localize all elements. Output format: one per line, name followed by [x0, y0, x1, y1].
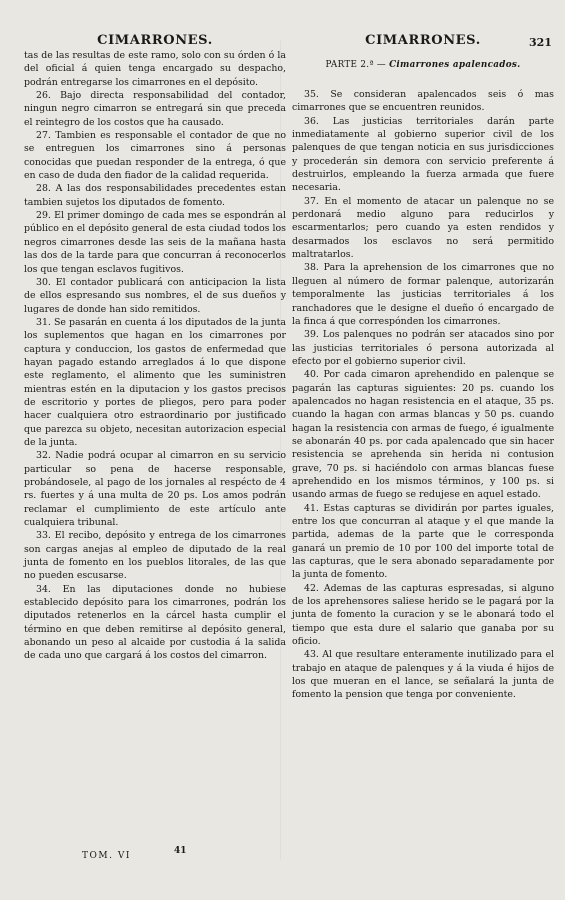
paragraph: 29. El primer domingo de cada mes se espondrán al público en el depósito general de esta ciudad todos los negros cimarrones desde las seis de la mañana hasta las dos de la tarde para que concurran á reconocerlos los que tengan esclavos fugitivos. — [24, 210, 286, 275]
paragraph: 41. Estas capturas se dividirán por partes iguales, entre los que concurran al ataque y el que mande la partida, ademas de la parte que le corresponda ganará un premio de 10 por 100 del importe total de las capturas, que le sera abonado separadamente por la junta de fomento. — [292, 502, 554, 581]
paragraph: 26. Bajo directa responsabilidad del contador, ningun negro cimarron se entregará sin que preceda el reintegro de los costos que ha causado. — [24, 90, 286, 128]
paragraph: 40. Por cada cimaron aprehendido en palenque se pagarán las capturas siguientes: 20 ps. cuando los apalencados no hagan resistencia en el ataque, 35 ps. cuando la hagan con armas blancas y 50 ps. cuando hagan la resistencia con armas de fuego, é igualmente se abonarán 40 ps. por cada apalencado que sin hacer resistencia se aprehenda sin herida ni contusion grave, 70 ps. si haciéndolo con armas blancas fuese aprehendido en los mismos términos, y 100 ps. si usando armas de fuego se redujese en aquel estado. — [292, 369, 554, 501]
paragraph: 43. Al que resultare enteramente inutilizado para el trabajo en ataque de palenques y á la viuda é hijos de los que mueran en el lance, se señalará la junta de fomento la pension que tenga por conveniente. — [292, 649, 554, 701]
paragraph: 32. Nadie podrá ocupar al cimarron en su servicio particular so pena de hacerse responsable, probándosele, al pago de los jornales al respécto de 4 rs. fuertes y á una multa de 20 ps. Los amos podrán reclamar el cumplimiento de este artículo ante cualquiera tribunal. — [24, 450, 286, 529]
right-page — [292, 0, 554, 900]
part-title: Cimarrones apalencados. — [389, 60, 521, 70]
right-running-head: CIMARRONES. — [365, 33, 481, 48]
paragraph: 36. Las justicias territoriales darán parte inmediatamente al gobierno superior civil de los palenques de que tengan noticia en sus jurisdicciones y procederán sin demora con servicio preferente á destruirlos, empleando la fuerza armada que fuere necesaria. — [292, 115, 554, 194]
paragraph: 35. Se consideran apalencados seis ó mas cimarrones que se encuentren reunidos. — [292, 89, 554, 114]
paragraph: tas de las resultas de este ramo, solo con su órden ó la del oficial á quien tenga encargado su despacho, podrán entregarse los cimarrones en el depósito. — [24, 50, 286, 88]
left-body-text — [24, 49, 286, 663]
paragraph: 34. En las diputaciones donde no hubiese establecido depósito para los cimarrones, podrán los diputados retenerlos en la cárcel hasta cumplir el término en que deben remitirse al depósito general, abonando un peso al alcaide por custodia á la salida de cada uno que cargará á los costos del cimarron. — [24, 583, 286, 662]
part-heading — [292, 60, 554, 70]
paragraph: 33. El recibo, depósito y entrega de los cimarrones son cargas anejas al empleo de diputado de la real junta de fomento en los pueblos litorales, de las que no pueden escusarse. — [24, 530, 286, 582]
page-number: 321 — [529, 36, 552, 49]
right-body-text — [292, 88, 554, 702]
part-label: PARTE 2.ª — — [325, 60, 386, 70]
volume-footer: TOM. VI — [82, 851, 131, 861]
paragraph: 39. Los palenques no podrán ser atacados sino por las justicias territoriales ó persona autorizada al efecto por el gobierno superior civil. — [292, 329, 554, 367]
paragraph: 38. Para la aprehension de los cimarrones que no lleguen al número de formar palenque, autorizarán temporalmente las justicias territoriales á los ranchadores que le designe el dueño ó encargado de la finca á que correspónden los cimarrones. — [292, 262, 554, 327]
paragraph: 30. El contador publicará con anticipacion la lista de ellos espresando sus nombres, el de sus dueños y lugares de donde han sido remitidos. — [24, 276, 286, 315]
paragraph: 37. En el momento de atacar un palenque no se perdonará medio alguno para reducirlos y escarmentarlos; pero cuando ya esten rendidos y desarmados los esclavos no será permitido maltratarlos. — [292, 195, 554, 261]
left-running-head: CIMARRONES. — [97, 33, 213, 48]
paragraph: 27. Tambien es responsable el contador de que no se entreguen los cimarrones sino á personas conocidas que puedan responder de la entrega, ó que en caso de duda den fiador de la calidad requerida. — [24, 130, 286, 182]
paragraph: 42. Ademas de las capturas espresadas, si alguno de los aprehensores saliese herido se le pagará por la junta de fomento la curacion y se le abonará todo el tiempo que esta dure el salario que ganaba por su oficio. — [292, 582, 554, 648]
paragraph: 31. Se pasarán en cuenta á los diputados de la junta los suplementos que hagan en los cimarrones por captura y conduccion, los gastos de enfermedad que hayan pagado estando arreglados á lo que dispone este reglamento, el alimento que les suministren mientras estén en la diputacion y los gastos precisos de escritorio y portes de pliegos, pero para poder hacer cualquiera otro estraordinario por justificado que parezca su objeto, necesitan autorizacion especial de la junta. — [24, 316, 286, 448]
paragraph: 28. A las dos responsabilidades precedentes estan tambien sujetos los diputados de fomento. — [24, 183, 286, 208]
signature-mark: 41 — [174, 846, 187, 856]
left-page — [24, 0, 286, 900]
gutter — [280, 40, 281, 860]
